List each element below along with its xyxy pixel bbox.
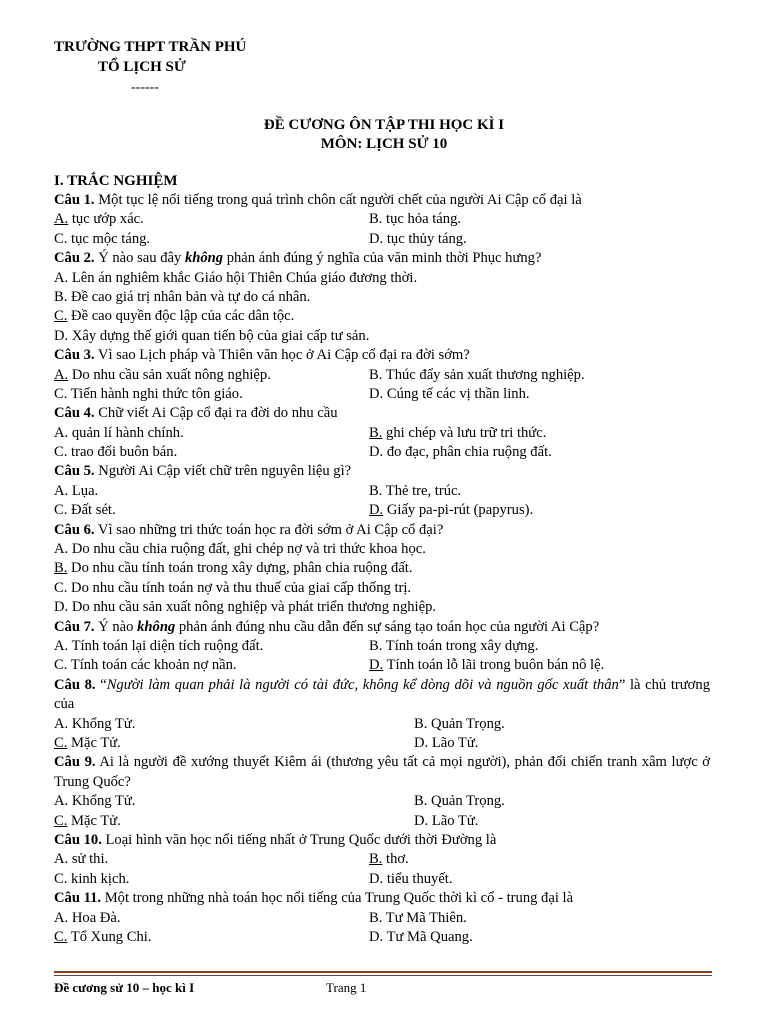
option-a: A. Do nhu cầu sản xuất nông nghiệp.	[54, 366, 271, 383]
option-a: A. Khổng Tử.	[54, 715, 136, 732]
option-a: A. quản lí hành chính.	[54, 424, 184, 441]
answer-row	[54, 210, 710, 229]
option-a: A. tục ướp xác.	[54, 211, 144, 228]
question-5: Câu 5. Người Ai Cập viết chữ trên nguyên liệu gì?	[54, 463, 352, 480]
option-b: B. thơ.	[369, 851, 409, 868]
option-b: B. Thúc đẩy sản xuất thương nghiệp.	[369, 366, 585, 383]
answer-row	[54, 424, 710, 443]
emphasis-text: không	[184, 250, 224, 267]
answer-row	[54, 715, 710, 734]
page-number: Trang 1	[326, 980, 367, 995]
answer-row	[54, 366, 710, 385]
option-c: C. Tính toán các khoản nợ nần.	[54, 657, 237, 674]
header-divider: ------	[131, 80, 159, 95]
option-c: C. tục mộc táng.	[54, 230, 151, 247]
answer-row	[54, 501, 710, 520]
option-a: A. sử thi.	[54, 851, 109, 868]
option-d: D. Do nhu cầu sản xuất nông nghiệp và phát triển thương nghiệp.	[54, 599, 437, 616]
option-c: C. Đất sét.	[54, 502, 116, 519]
question-text: Một tục lệ nổi tiếng trong quá trình chôn cất người chết của người Ai Cập cổ đại là	[94, 192, 582, 208]
answer-row	[54, 637, 710, 656]
question-8: Câu 8. “Người làm quan phải là người có tài đức, không kể dòng dõi và nguồn gốc xuất thân” là chủ trương của	[54, 676, 710, 713]
option-a: A. Lụa.	[54, 482, 99, 499]
answer-row	[54, 385, 710, 404]
option-b: B. tục hỏa táng.	[369, 211, 462, 228]
option-d: D. Giấy pa-pi-rút (papyrus).	[369, 502, 534, 519]
option-d: D. Xây dựng thế giới quan tiến bộ của giai cấp tư sản.	[54, 327, 370, 344]
answer-row	[54, 230, 710, 249]
option-b: B. Tư Mã Thiên.	[369, 909, 467, 926]
answer-row	[54, 656, 710, 675]
question-3: Câu 3. Vì sao Lịch pháp và Thiên văn học ở Ai Cập cổ đại ra đời sớm?	[54, 347, 470, 364]
option-a: A. Hoa Đà.	[54, 909, 121, 926]
option-d: D. đo đạc, phân chia ruộng đất.	[369, 444, 552, 461]
question-9: Câu 9. Ai là người đề xướng thuyết Kiêm ái (thương yêu tất cả mọi người), phản đối chiến tranh xâm lược ở Trung Quốc?	[54, 754, 711, 790]
option-c: C. Mặc Tử.	[54, 812, 121, 829]
question-6: Câu 6. Vì sao những tri thức toán học ra đời sớm ở Ai Cập cổ đại?	[54, 521, 444, 538]
option-d: D. Tính toán lỗ lãi trong buôn bán nô lệ.	[369, 657, 605, 674]
option-d: D. Lão Tử.	[414, 812, 479, 829]
answer-row	[54, 792, 710, 811]
option-a: A. Do nhu cầu chia ruộng đất, ghi chép nợ và tri thức khoa học.	[54, 541, 426, 558]
option-b: B. Thẻ tre, trúc.	[369, 482, 462, 499]
question-2: Câu 2. Ý nào sau đây không phản ánh đúng ý nghĩa của văn minh thời Phục hưng?	[54, 250, 542, 267]
option-c: C. kinh kịch.	[54, 870, 130, 887]
option-b: B. Đề cao giá trị nhân bản và tự do cá nhân.	[54, 288, 311, 305]
option-a: A. Tính toán lại diện tích ruộng đất.	[54, 637, 264, 654]
school-name: TRƯỜNG THPT TRẦN PHÚ	[54, 39, 247, 55]
answer-row	[54, 734, 710, 753]
option-c: C. Mặc Tử.	[54, 734, 121, 751]
option-b: B. Quản Trọng.	[414, 793, 505, 810]
option-c: C. Tiến hành nghi thức tôn giáo.	[54, 385, 243, 402]
answer-row	[54, 870, 710, 889]
option-d: D. Cúng tế các vị thần linh.	[369, 385, 530, 402]
option-b: B. Quản Trọng.	[414, 715, 505, 732]
answer-row	[54, 928, 710, 947]
option-a: A. Khổng Tử.	[54, 793, 136, 810]
answer-row	[54, 482, 710, 501]
option-d: D. Tư Mã Quang.	[369, 928, 473, 945]
question-1	[54, 191, 710, 210]
option-b: B. Tính toán trong xây dựng.	[369, 637, 539, 654]
footer-rule	[54, 971, 712, 973]
option-c: C. Do nhu cầu tính toán nợ và thu thuế của giai cấp thống trị.	[54, 579, 412, 596]
option-d: D. Lão Tử.	[414, 734, 479, 751]
option-c: C. trao đổi buôn bán.	[54, 444, 178, 461]
answer-row	[54, 850, 710, 869]
department-name: TỔ LỊCH SỬ	[98, 59, 186, 75]
document-title: ĐỀ CƯƠNG ÔN TẬP THI HỌC KÌ I	[263, 117, 505, 133]
question-7: Câu 7. Ý nào không phản ánh đúng nhu cầu dẫn đến sự sáng tạo toán học của người Ai Cập?	[54, 618, 600, 635]
question-label: Câu 1.	[54, 192, 95, 208]
footer-title: Đề cương sử 10 – học kì I	[54, 980, 195, 995]
question-4: Câu 4. Chữ viết Ai Cập cổ đại ra đời do nhu cầu	[54, 405, 338, 422]
question-10: Câu 10. Loại hình văn học nổi tiếng nhất ở Trung Quốc dưới thời Đường là	[54, 831, 497, 848]
option-b: B. ghi chép và lưu trữ tri thức.	[369, 424, 547, 441]
footer-rule-thin	[54, 975, 712, 976]
answer-row	[54, 812, 710, 831]
answer-row	[54, 909, 710, 928]
question-list	[54, 191, 710, 947]
option-c: C. Đề cao quyền độc lập của các dân tộc.	[54, 308, 295, 325]
quoted-text: Người làm quan phải là người có tài đức, không kể dòng dõi và nguồn gốc xuất thân	[106, 676, 619, 693]
section-heading: I. TRẮC NGHIỆM	[54, 173, 178, 189]
option-a: A. Lên án nghiêm khắc Giáo hội Thiên Chúa giáo đương thời.	[54, 269, 418, 286]
question-11: Câu 11. Một trong những nhà toán học nổi tiếng của Trung Quốc thời kì cổ - trung đại là	[54, 890, 574, 907]
option-d: D. tiểu thuyết.	[369, 870, 453, 887]
option-c: C. Tổ Xung Chi.	[54, 928, 152, 945]
option-d: D. tục thủy táng.	[369, 230, 467, 247]
subject-title: MÔN: LỊCH SỬ 10	[320, 136, 448, 152]
answer-row	[54, 443, 710, 462]
emphasis-text: không	[137, 618, 176, 635]
option-b: B. Do nhu cầu tính toán trong xây dựng, phân chia ruộng đất.	[54, 560, 413, 577]
